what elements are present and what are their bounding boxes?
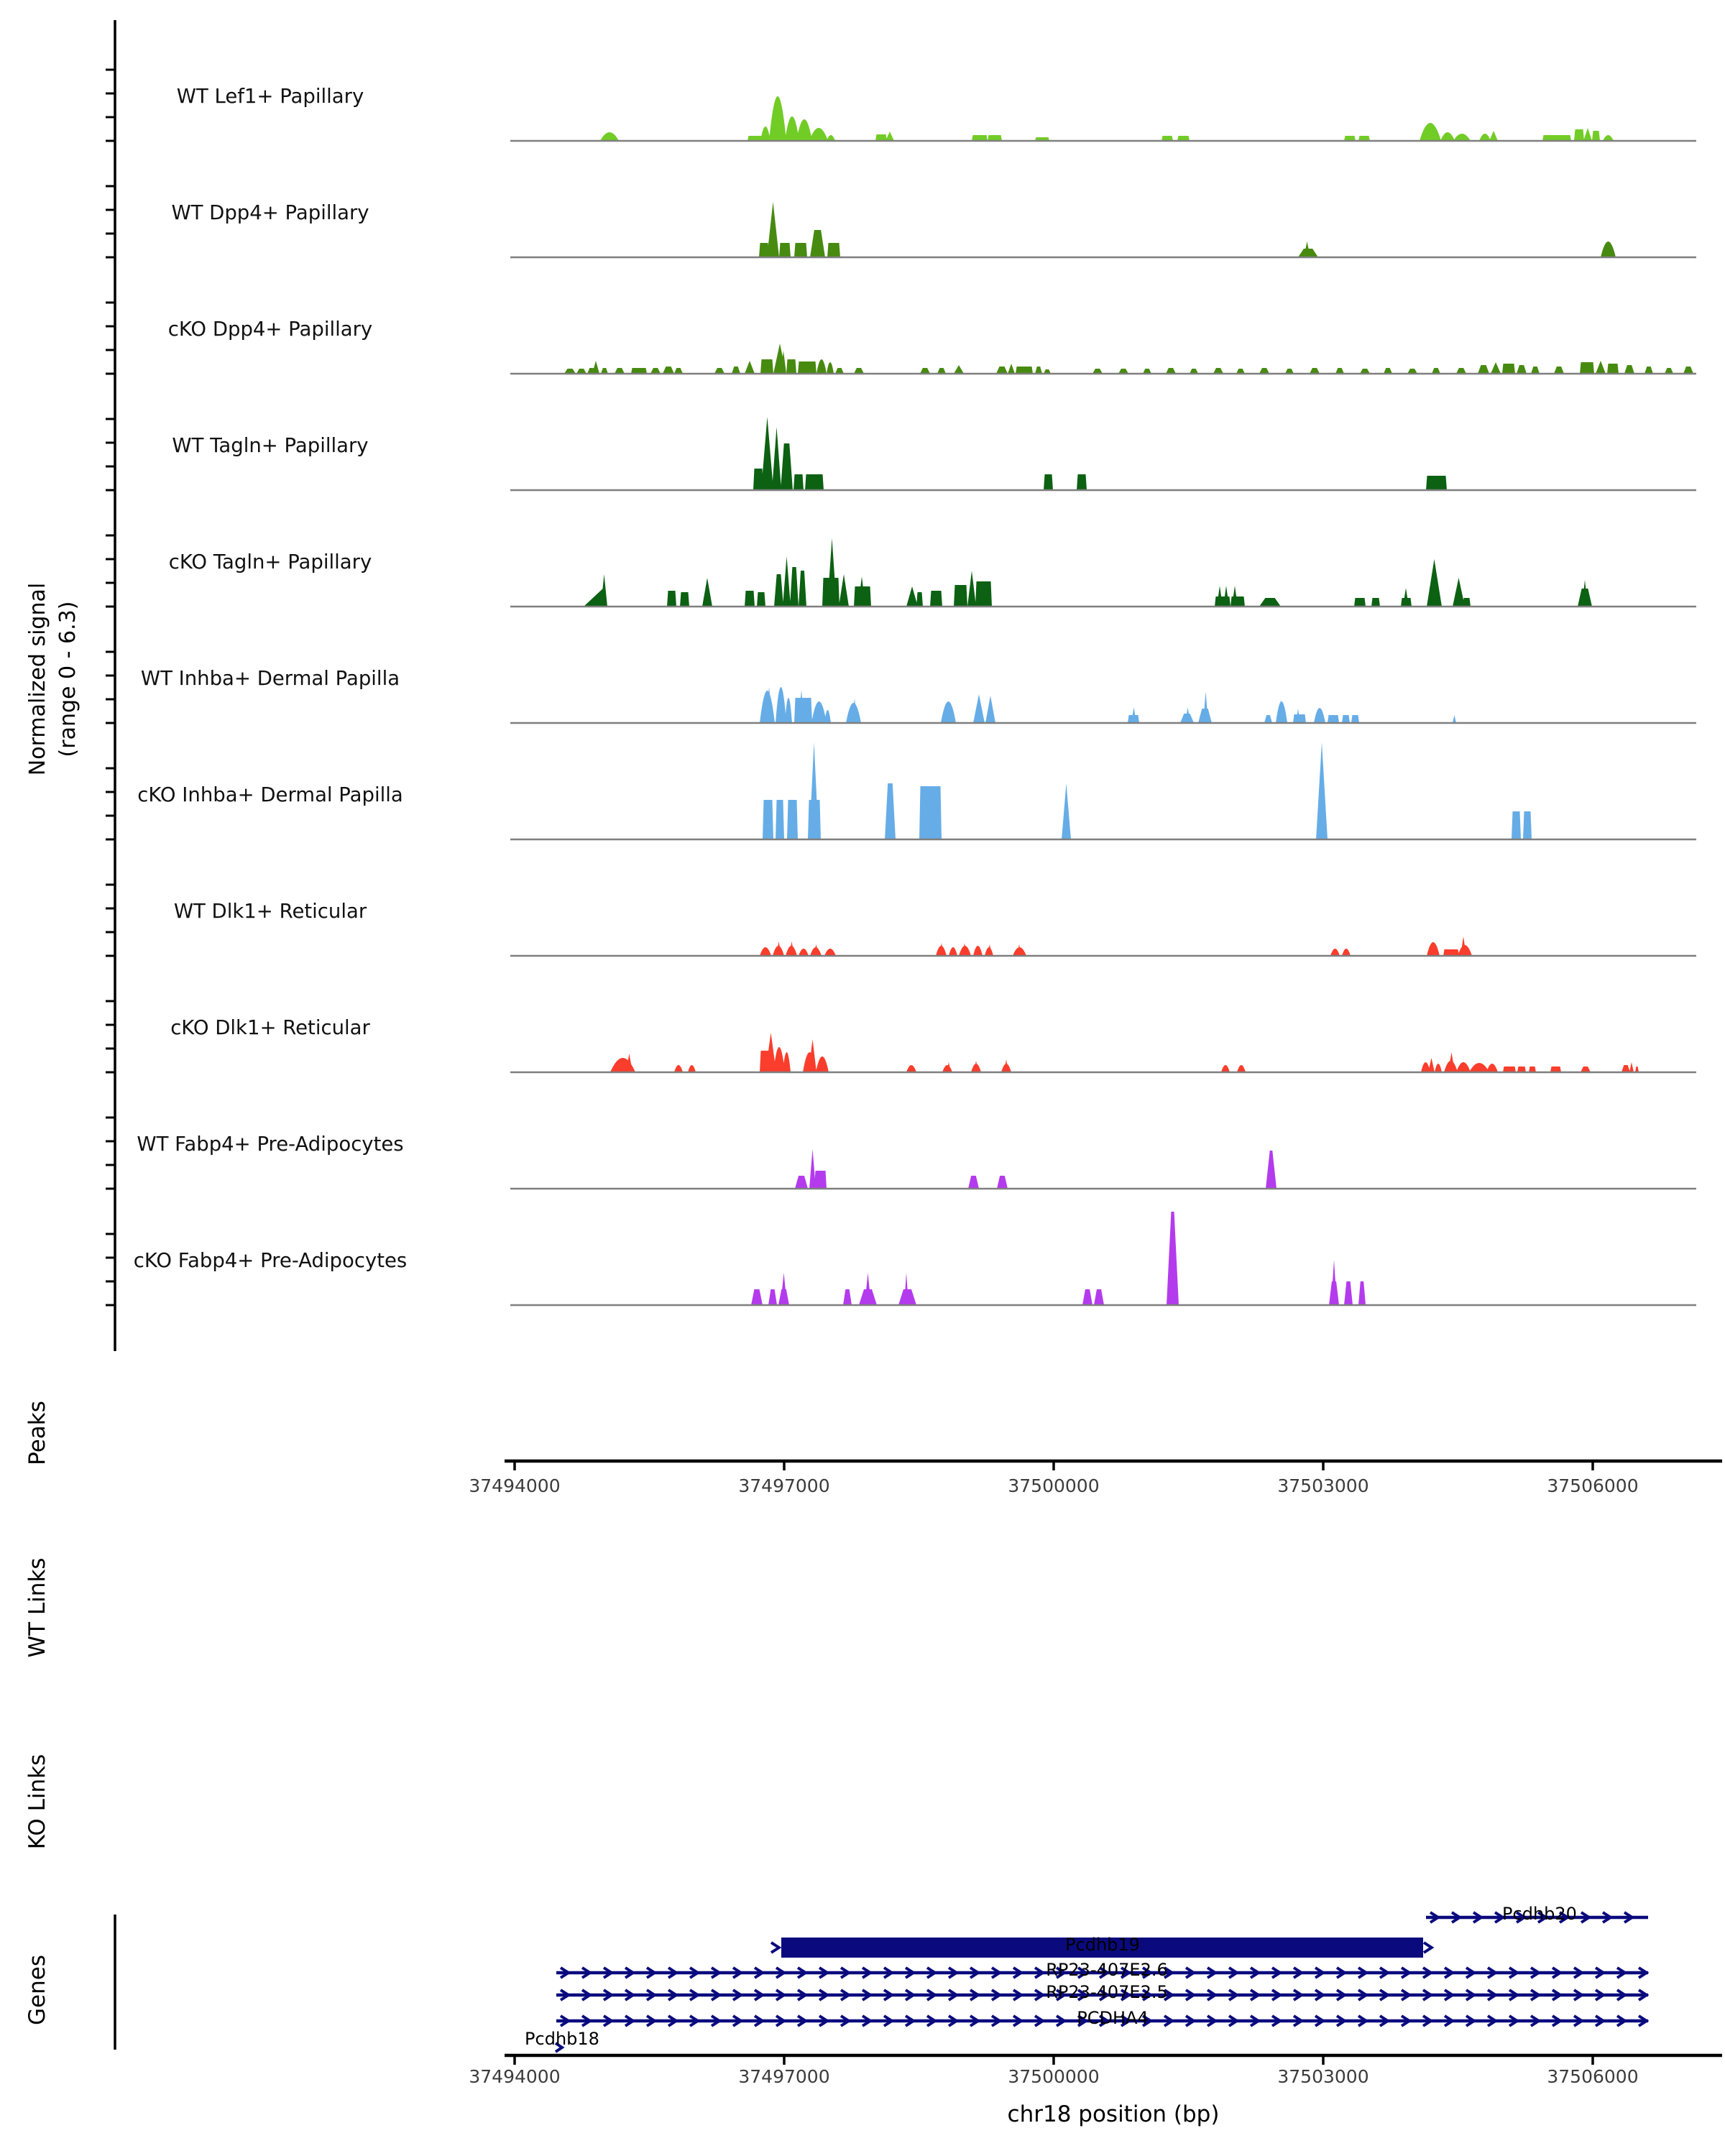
x-axis-title: chr18 position (bp) <box>1007 2101 1220 2127</box>
signal-track-11 <box>134 1212 1696 1305</box>
track-signal-area <box>610 1033 1639 1072</box>
gene-label: Pcdhb18 <box>525 2029 599 2049</box>
genes-axis-tick-label: 37506000 <box>1547 2066 1639 2087</box>
gene-model-pcdha4 <box>556 2008 1648 2028</box>
track-signal-area <box>760 936 1472 956</box>
section-label-ko-links: KO Links <box>24 1754 50 1850</box>
signal-track-1 <box>177 85 1696 141</box>
signal-track-4 <box>172 417 1696 490</box>
gene-model-rp23-407e2-6 <box>556 1960 1648 1980</box>
track-label: WT Dpp4+ Papillary <box>171 201 369 224</box>
peaks-axis <box>469 1461 1722 1496</box>
track-signal-area <box>759 202 1616 257</box>
track-label: WT Inhba+ Dermal Papilla <box>140 667 400 690</box>
gene-label: Pcdhb20 <box>1502 1904 1577 1924</box>
gene-label: PCDHA4 <box>1077 2008 1149 2028</box>
track-label: WT Dlk1+ Reticular <box>173 900 367 923</box>
section-label-peaks: Peaks <box>24 1401 50 1465</box>
signal-track-7 <box>137 742 1696 839</box>
genes-axis-tick-label: 37503000 <box>1277 2066 1369 2087</box>
genes-axis-tick-label: 37497000 <box>738 2066 830 2087</box>
gene-label: Pcdhb19 <box>1065 1935 1140 1955</box>
genes-axis-tick-label: 37500000 <box>1008 2066 1100 2087</box>
track-label: cKO Dlk1+ Reticular <box>170 1016 370 1039</box>
signal-track-2 <box>171 201 1696 257</box>
peaks-axis-tick-label: 37497000 <box>738 1475 830 1496</box>
track-label: cKO Tagln+ Papillary <box>168 550 372 573</box>
signal-track-9 <box>170 1016 1696 1072</box>
track-signal-area <box>751 1212 1366 1305</box>
track-signal-area <box>753 417 1447 490</box>
track-signal-area <box>763 742 1532 839</box>
gene-direction-arrow-icon <box>771 1943 779 1953</box>
gene-label: RP23-407E2.6 <box>1046 1960 1168 1980</box>
signal-track-5 <box>169 538 1696 607</box>
track-signal-area <box>564 344 1693 374</box>
peaks-axis-tick-label: 37506000 <box>1547 1475 1639 1496</box>
track-label: cKO Fabp4+ Pre-Adipocytes <box>133 1249 408 1272</box>
section-label-genes: Genes <box>24 1955 50 2025</box>
peaks-axis-tick-label: 37500000 <box>1008 1475 1100 1496</box>
gene-direction-arrow-icon <box>1424 1943 1432 1953</box>
peaks-axis-tick-label: 37503000 <box>1277 1475 1369 1496</box>
track-signal-area <box>795 1149 1276 1189</box>
section-label-wt-links: WT Links <box>24 1557 50 1658</box>
gene-label: RP23-407E2.5 <box>1046 1982 1168 2002</box>
track-label: cKO Inhba+ Dermal Papilla <box>137 783 403 806</box>
peaks-axis-tick-label: 37494000 <box>469 1475 561 1496</box>
gene-model-pcdhb18 <box>525 2029 599 2052</box>
gene-model-pcdhb20 <box>1426 1904 1648 1924</box>
track-label: WT Tagln+ Papillary <box>172 434 369 457</box>
y-axis-label-line1: Normalized signal <box>25 582 50 776</box>
gene-model-rp23-407e2-5 <box>556 1982 1648 2002</box>
track-label: WT Fabp4+ Pre-Adipocytes <box>137 1133 404 1156</box>
signal-track-6 <box>141 667 1696 723</box>
signal-track-10 <box>137 1133 1696 1189</box>
signal-track-8 <box>174 900 1696 956</box>
y-axis-label-line2: (range 0 - 6.3) <box>55 601 80 757</box>
y-axis-label <box>25 583 80 775</box>
track-label: cKO Dpp4+ Papillary <box>167 318 373 341</box>
track-label: WT Lef1+ Papillary <box>176 85 364 108</box>
signal-y-spine <box>106 20 115 1351</box>
genes-axis <box>469 2055 1722 2127</box>
gene-model-pcdhb19 <box>771 1935 1432 1958</box>
genes-axis-tick-label: 37494000 <box>469 2066 561 2087</box>
track-signal-area <box>584 538 1592 607</box>
track-signal-area <box>760 687 1456 723</box>
signal-track-3 <box>168 318 1696 374</box>
track-signal-area <box>600 96 1614 141</box>
